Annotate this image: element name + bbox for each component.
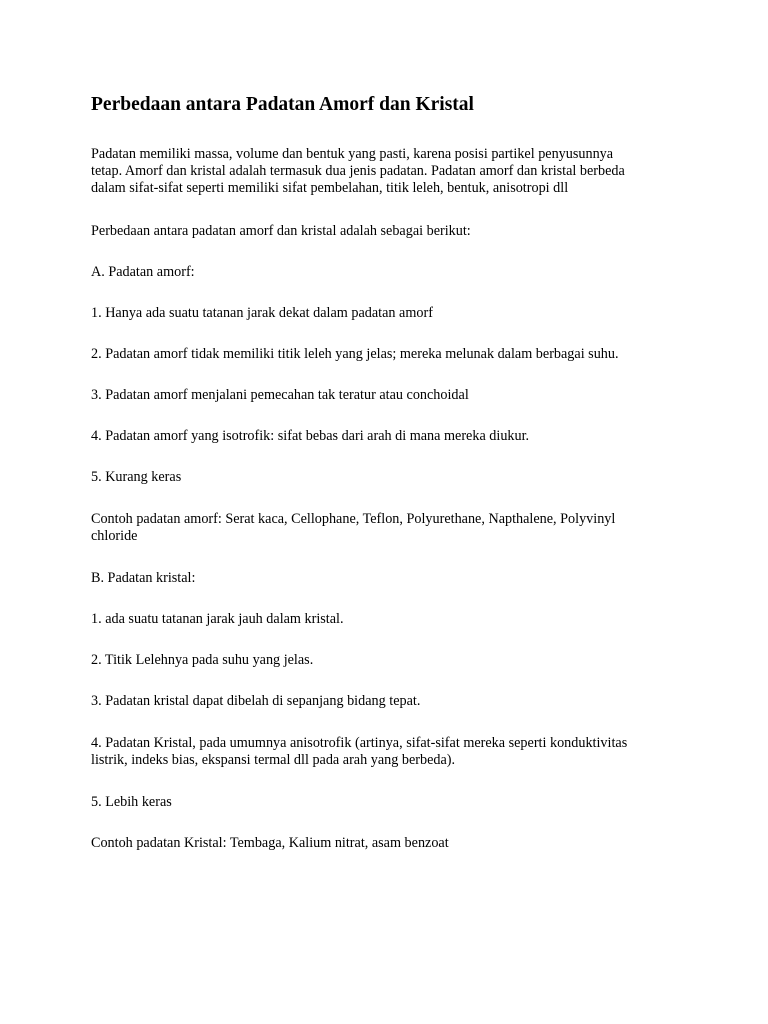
- intro-line-1: Padatan memiliki massa, volume dan bentuk yang pasti, karena posisi partikel penyusunnya: [91, 146, 614, 162]
- intro-line-3: dalam sifat-sifat seperti memiliki sifat pembelahan, titik leleh, bentuk, anisotropi dll: [91, 180, 569, 196]
- amorf-example-line-2: chloride: [91, 528, 138, 544]
- amorf-item-5: 5. Kurang keras: [91, 469, 182, 485]
- page-title: Perbedaan antara Padatan Amorf dan Kristal: [91, 94, 474, 115]
- lead-paragraph: Perbedaan antara padatan amorf dan kristal adalah sebagai berikut:: [91, 223, 471, 239]
- kristal-item-1: 1. ada suatu tatanan jarak jauh dalam kristal.: [91, 611, 344, 627]
- amorf-item-2: 2. Padatan amorf tidak memiliki titik leleh yang jelas; mereka melunak dalam berbagai suhu.: [91, 346, 619, 362]
- kristal-example: Contoh padatan Kristal: Tembaga, Kalium nitrat, asam benzoat: [91, 835, 449, 851]
- amorf-heading: A. Padatan amorf:: [91, 264, 195, 280]
- kristal-item-4-line-1: 4. Padatan Kristal, pada umumnya anisotrofik (artinya, sifat-sifat mereka seperti konduktivitas: [91, 735, 628, 751]
- intro-line-2: tetap. Amorf dan kristal adalah termasuk dua jenis padatan. Padatan amorf dan kristal berbeda: [91, 163, 625, 179]
- kristal-item-4: [91, 735, 691, 769]
- amorf-item-4: 4. Padatan amorf yang isotrofik: sifat bebas dari arah di mana mereka diukur.: [91, 428, 530, 444]
- kristal-item-3: 3. Padatan kristal dapat dibelah di sepanjang bidang tepat.: [91, 693, 421, 709]
- kristal-heading: B. Padatan kristal:: [91, 570, 196, 586]
- kristal-item-2: 2. Titik Lelehnya pada suhu yang jelas.: [91, 652, 314, 668]
- kristal-item-4-line-2: listrik, indeks bias, ekspansi termal dll pada arah yang berbeda).: [91, 752, 456, 768]
- amorf-example: [91, 511, 691, 545]
- amorf-example-line-1: Contoh padatan amorf: Serat kaca, Cellophane, Teflon, Polyurethane, Napthalene, Polyvinyl: [91, 511, 616, 527]
- amorf-item-1: 1. Hanya ada suatu tatanan jarak dekat dalam padatan amorf: [91, 305, 433, 321]
- amorf-item-3: 3. Padatan amorf menjalani pemecahan tak teratur atau conchoidal: [91, 387, 469, 403]
- intro-paragraph: [91, 146, 691, 197]
- kristal-item-5: 5. Lebih keras: [91, 794, 172, 810]
